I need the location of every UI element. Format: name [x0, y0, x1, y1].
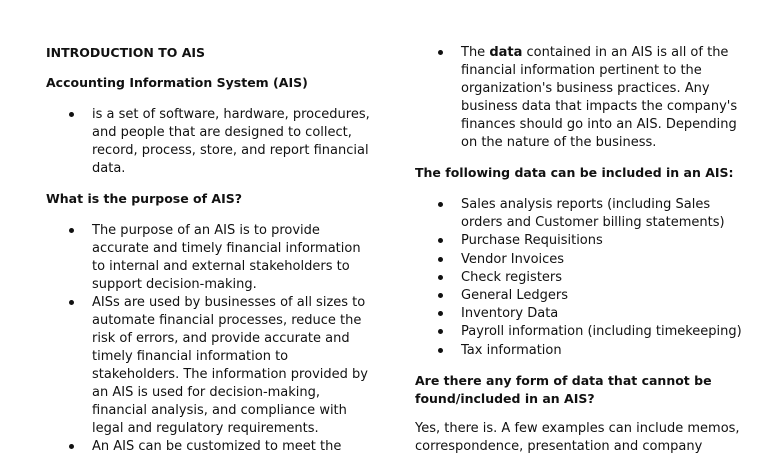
bullet-icon — [438, 293, 443, 298]
bullet-icon — [438, 202, 443, 207]
list-item: Payroll information (including timekeeping) — [415, 323, 745, 341]
bullet-icon — [69, 300, 74, 305]
list-item: Vendor Invoices — [415, 251, 745, 269]
bullet-icon — [69, 228, 74, 233]
bullet-icon — [69, 444, 74, 449]
list-item: Inventory Data — [415, 305, 745, 323]
list-item: Tax information — [415, 342, 745, 360]
left-column — [46, 44, 376, 468]
list-item: The purpose of an AIS is to provide accurate and timely financial information to internal and external stakeholders to support decision-making. — [46, 222, 376, 294]
included-data-list — [415, 196, 745, 360]
excluded-question: Are there any form of data that cannot be found/included in an AIS? — [415, 372, 712, 406]
bullet-icon — [438, 238, 443, 243]
page-heading: INTRODUCTION TO AIS — [46, 45, 206, 60]
definition-list — [46, 106, 376, 178]
list-item: is a set of software, hardware, procedures, and people that are designed to collect, record, process, store, and report financial data. — [46, 106, 376, 178]
list-item: The data contained in an AIS is all of the financial information pertinent to the organization's business practices. Any business data that impacts the company's finances should go into an AIS. Depending on the nature of the business. — [415, 44, 745, 152]
bullet-icon — [438, 50, 443, 55]
purpose-list — [46, 222, 376, 456]
bullet-icon — [69, 112, 74, 117]
bullet-icon — [438, 275, 443, 280]
included-question: The following data can be included in an AIS: — [415, 165, 734, 180]
right-column — [415, 44, 745, 468]
list-item: Purchase Requisitions — [415, 232, 745, 250]
ais-subheading: Accounting Information System (AIS) — [46, 75, 308, 90]
bullet-icon — [438, 348, 443, 353]
list-item: Check registers — [415, 269, 745, 287]
data-keyword: data — [489, 45, 523, 60]
list-item: AISs are used by businesses of all sizes to automate financial processes, reduce the risk of errors, and provide accurate and timely financial information to stakeholders. The information provided by an AIS is used for decision-making, financial analysis, and compliance with legal and regulatory requirements. — [46, 294, 376, 438]
bullet-icon — [438, 257, 443, 262]
bullet-icon — [438, 329, 443, 334]
list-item: Sales analysis reports (including Sales orders and Customer billing statements) — [415, 196, 745, 232]
list-item: An AIS can be customized to meet the — [46, 438, 376, 456]
bullet-icon — [438, 311, 443, 316]
excluded-answer: Yes, there is. A few examples can include memos, correspondence, presentation and company — [415, 420, 740, 454]
purpose-question: What is the purpose of AIS? — [46, 191, 243, 206]
list-item: General Ledgers — [415, 287, 745, 305]
data-definition-list — [415, 44, 745, 152]
